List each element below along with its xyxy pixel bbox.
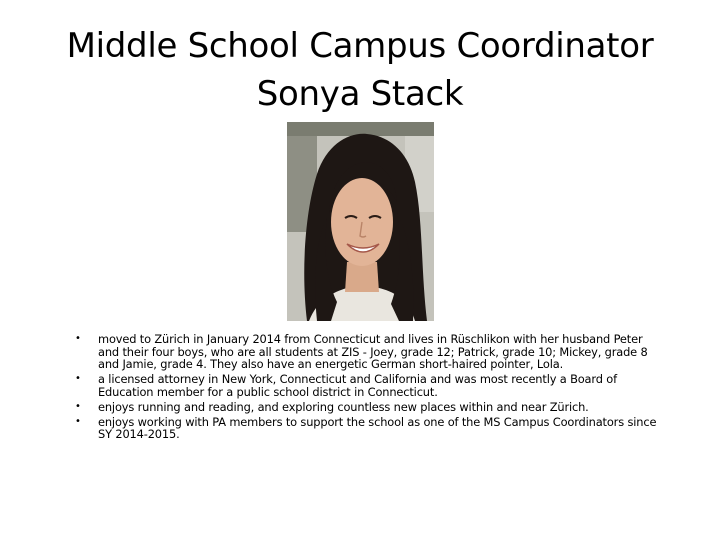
- bullet-text-hobbies: enjoys running and reading, and exploring countless new places within and near Zürich.: [98, 399, 589, 414]
- bullet-text-career: a licensed attorney in New York, Connecticut and California and was most recently a Board of Education member for a public school district in Connecticut.: [98, 372, 617, 399]
- bullet-marker: •: [75, 373, 81, 385]
- bio-bullet-list: [75, 333, 665, 443]
- title-line-role: Middle School Campus Coordinator: [66, 26, 654, 66]
- list-item: [75, 373, 665, 398]
- list-item: [75, 416, 665, 441]
- list-item: [75, 333, 665, 371]
- slide-title: [40, 22, 680, 118]
- bullet-text-role: enjoys working with PA members to support the school as one of the MS Campus Coordinators since SY 2014-2015.: [98, 414, 657, 442]
- bullet-marker: •: [75, 333, 81, 344]
- portrait-photo: [287, 122, 434, 321]
- bullet-marker: •: [75, 400, 81, 412]
- title-line-name: Sonya Stack: [256, 74, 464, 114]
- bullet-text-relocation: moved to Zürich in January 2014 from Connecticut and lives in Rüschlikon with her husband Peter and their four boys, who are all students at ZIS - Joey, grade 12; Patrick, grade 10; Mickey, grade 8 and Jamie, grade 4. They also have an energetic German short-haired pointer, Lola.: [98, 332, 648, 372]
- bullet-marker: •: [75, 415, 81, 427]
- list-item: [75, 401, 665, 414]
